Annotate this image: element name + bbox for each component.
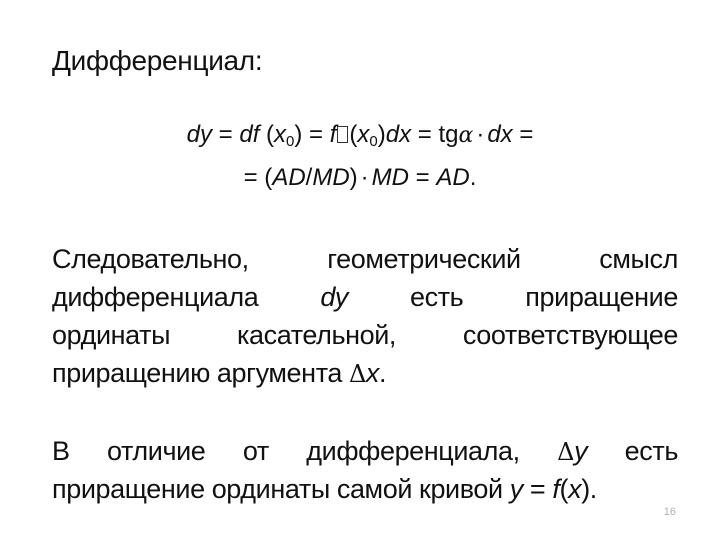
function-name: f [552,474,560,504]
variable: x [365,358,380,388]
punctuation: . [379,358,387,388]
word: кривой [419,474,503,504]
dot-operator: · [476,121,485,148]
page-number: 16 [663,506,676,518]
delta-x [349,354,386,392]
formula-term: dx [385,121,412,148]
formula-term: f [329,121,337,148]
slide-heading: Дифференциал: [52,45,263,76]
formula-term: ) = [294,121,330,148]
paragraph-increment-difference [52,432,678,508]
word: отличие [107,436,206,466]
variable: y [509,474,523,504]
curve-equation [510,470,597,508]
formula-line-2 [0,163,720,193]
word: есть [624,436,678,466]
word: соответствующее [462,320,678,350]
formula-term: MD [371,164,409,191]
word: В [52,436,70,466]
delta-symbol: Δ [557,438,575,466]
paragraph-line [52,432,678,470]
formula-term: AD [272,164,306,191]
variable: y [574,436,588,466]
formula-term: MD [312,164,350,191]
dot-operator: · [360,164,369,191]
formula-term: = tg [411,121,459,148]
word: смысл [599,244,678,274]
missing-glyph-icon [337,126,348,143]
word: приращению [52,358,210,388]
word: дифференциала [52,282,259,312]
word: ординаты [211,474,330,504]
word: дифференциала, [306,436,520,466]
formula-subscript: 0 [369,133,378,150]
word: геометрический [327,244,521,274]
formula-line-1 [0,120,720,151]
formula-term: ) [377,121,386,148]
word-italic: dy [320,282,349,312]
equals: = [522,474,553,504]
formula-term: AD [436,164,470,191]
word: ординаты [52,320,171,350]
punctuation: ( [559,474,569,504]
formula-term: ( [259,121,275,148]
formula-term: x [357,121,370,148]
word: аргумента [216,358,342,388]
formula-term: df [239,121,260,148]
paragraph-line [52,278,678,316]
formula-term: = [408,164,437,191]
paragraph-line [52,470,678,508]
word: приращение [525,282,678,312]
alpha-symbol: α [458,123,474,148]
formula-term: dx [487,121,513,148]
word: от [242,436,269,466]
variable: x [568,474,582,504]
formula-term: x [274,121,287,148]
formula-term: = [211,121,240,148]
paragraph-line [52,354,678,392]
word: есть [409,282,464,312]
paragraph-geometric-meaning [52,240,678,392]
paragraph-line [52,316,678,354]
formula-term: = ( [243,164,273,191]
word: касательной, [236,320,397,350]
formula-term: dy [186,121,212,148]
punctuation: ). [581,474,597,504]
formula-term: ) [349,164,358,191]
formula-subscript: 0 [286,133,295,150]
formula-term: ( [349,121,358,148]
paragraph-line [52,240,678,278]
formula-term: . [469,164,477,191]
formula-term: / [305,164,313,191]
delta-symbol: Δ [348,360,366,388]
word: Следовательно, [52,244,249,274]
word: приращение [52,474,205,504]
delta-y [557,432,587,470]
formula-term: = [512,121,534,148]
word: самой [336,474,413,504]
